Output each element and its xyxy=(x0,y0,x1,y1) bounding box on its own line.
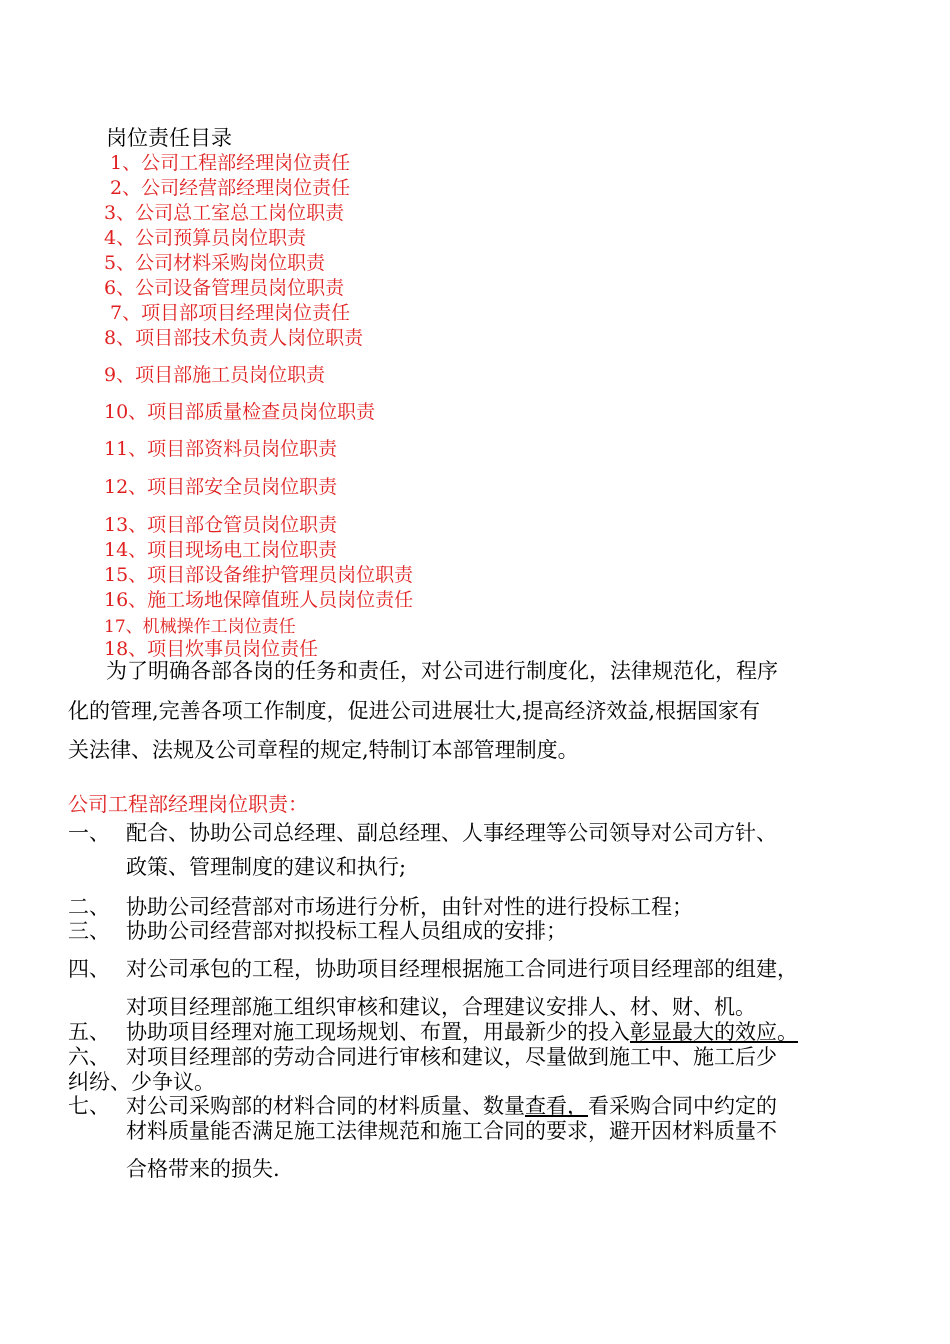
item-number: 六、 xyxy=(68,1045,110,1069)
toc-item: 10、项目部质量检查员岗位职责 xyxy=(104,401,376,423)
item-number: 七、 xyxy=(68,1094,110,1118)
item-text: 协助公司经营部对市场进行分析，由针对性的进行投标工程； xyxy=(126,895,693,919)
toc-item: 3、公司总工室总工岗位职责 xyxy=(104,202,345,224)
toc-item: 12、项目部安全员岗位职责 xyxy=(104,476,338,498)
section-heading: 公司工程部经理岗位职责： xyxy=(68,792,308,816)
underlined-text: 查看， xyxy=(525,1094,588,1118)
item-text: 材料质量能否满足施工法律规范和施工合同的要求，避开因材料质量不 xyxy=(126,1119,777,1143)
item-text: 纠纷、少争议。 xyxy=(68,1070,215,1094)
item-text: 对项目经理部施工组织审核和建议，合理建议安排人、材、财、机。 xyxy=(126,995,756,1019)
toc-item: 13、项目部仓管员岗位职责 xyxy=(104,514,338,536)
toc-item: 16、施工场地保障值班人员岗位责任 xyxy=(104,589,414,611)
intro-line: 关法律、法规及公司章程的规定,特制订本部管理制度。 xyxy=(68,738,579,762)
toc-item: 15、项目部设备维护管理员岗位职责 xyxy=(104,564,414,586)
toc-item: 5、公司材料采购岗位职责 xyxy=(104,252,326,274)
toc-item: 9、项目部施工员岗位职责 xyxy=(104,364,326,386)
item-text-part: 协助项目经理对施工现场规划、布置，用最新少的投入 xyxy=(126,1020,630,1044)
toc-item: 17、机械操作工岗位责任 xyxy=(104,617,296,637)
item-number: 五、 xyxy=(68,1020,110,1044)
toc-item: 14、项目现场电工岗位职责 xyxy=(104,539,338,561)
item-text: 政策、管理制度的建议和执行; xyxy=(126,855,407,879)
item-number: 三、 xyxy=(68,919,110,943)
toc-item: 1、公司工程部经理岗位责任 xyxy=(110,152,351,174)
item-text: 协助公司经营部对拟投标工程人员组成的安排； xyxy=(126,919,567,943)
item-text: 合格带来的损失. xyxy=(126,1157,280,1181)
item-number: 一、 xyxy=(68,821,110,845)
toc-item: 7、项目部项目经理岗位责任 xyxy=(110,302,351,324)
intro-line: 为了明确各部各岗的任务和责任，对公司进行制度化，法律规范化，程序 xyxy=(106,659,778,683)
toc-item: 4、公司预算员岗位职责 xyxy=(104,227,307,249)
toc-item: 18、项目炊事员岗位责任 xyxy=(104,638,319,660)
item-text-part: 对公司采购部的材料合同的材料质量、数量 xyxy=(126,1094,525,1118)
intro-line: 化的管理,完善各项工作制度，促进公司进展壮大,提高经济效益,根据国家有 xyxy=(68,699,761,723)
toc-item: 11、项目部资料员岗位职责 xyxy=(104,438,338,460)
toc-item: 6、公司设备管理员岗位职责 xyxy=(104,277,345,299)
item-number: 二、 xyxy=(68,895,110,919)
item-number: 四、 xyxy=(68,957,110,981)
toc-item: 2、公司经营部经理岗位责任 xyxy=(110,177,351,199)
item-text: 对项目经理部的劳动合同进行审核和建议，尽量做到施工中、施工后少 xyxy=(126,1045,777,1069)
item-text: 对公司承包的工程，协助项目经理根据施工合同进行项目经理部的组建， xyxy=(126,957,798,981)
item-text-part: 看采购合同中约定的 xyxy=(588,1094,777,1118)
toc-title: 岗位责任目录 xyxy=(106,126,232,150)
toc-item: 8、项目部技术负责人岗位职责 xyxy=(104,327,364,349)
underlined-text: 彰显最大的效应。 xyxy=(630,1020,798,1044)
item-text: 配合、协助公司总经理、副总经理、人事经理等公司领导对公司方针、 xyxy=(126,821,777,845)
